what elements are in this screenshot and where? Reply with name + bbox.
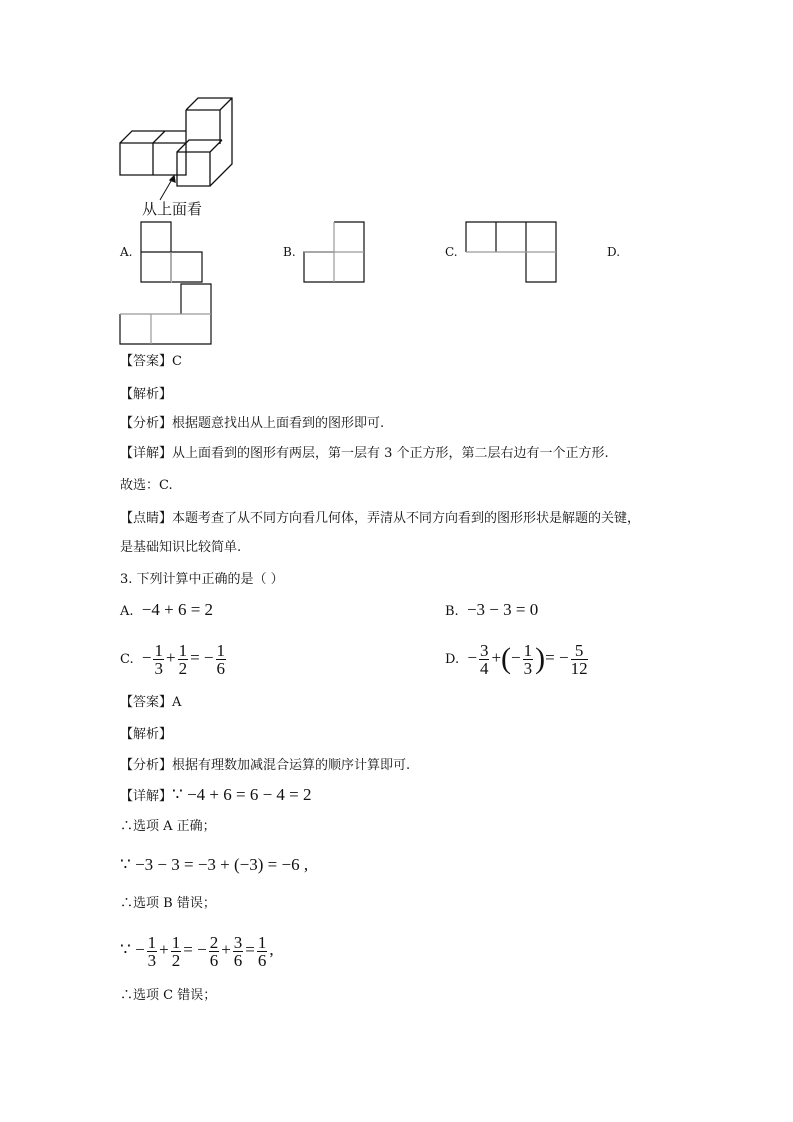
figure-caption: 从上面看 (142, 200, 203, 218)
q3-conclusion-c: ∴选项 C 错误； (120, 988, 217, 1003)
cube-figure-and-views (0, 0, 793, 400)
q3-conclusion-b: ∴选项 B 错误； (120, 896, 216, 911)
option-a-view (141, 222, 202, 282)
q3-a-label: A. (120, 604, 134, 619)
q3-b-expr: −3 − 3 = 0 (466, 600, 539, 619)
cube-solid-figure (120, 98, 232, 200)
q3-fenxi: 【分析】根据有理数加减混合运算的顺序计算即可. (120, 758, 411, 773)
q2-choice: 故选：C. (120, 478, 173, 493)
q3-answer: 【答案】A (120, 695, 182, 710)
option-c-label: C. (445, 245, 458, 259)
q2-xiangjie: 【详解】从上面看到的图形有两层，第一层有 3 个正方形，第二层右边有一个正方形. (120, 446, 609, 461)
q2-dianjing-2: 是基础知识比较简单. (120, 540, 242, 555)
q2-jiexi: 【解析】 (120, 387, 173, 402)
q3-step-b: ∵ −3 − 3 = −3 + (−3) = −6 , (120, 855, 309, 874)
option-b-view (304, 222, 364, 282)
q3-a-expr: −4 + 6 = 2 (141, 600, 214, 619)
q2-answer: 【答案】C (120, 354, 182, 369)
option-b-label: B. (283, 245, 296, 259)
q3-c-label: C. (120, 652, 134, 667)
q3-step-c: ∵ − $\frac{1}{3}$ + $\frac{1}{2}$ = − $\frac{2}{6}$ + $\frac{3}{6}$ = $\frac{1}{6}$ , (120, 932, 274, 970)
option-d-view (120, 284, 211, 344)
q3-b-label: B. (445, 604, 459, 619)
q2-fenxi: 【分析】根据题意找出从上面看到的图形即可. (120, 416, 385, 431)
q2-dianjing-1: 【点睛】本题考查了从不同方向看几何体，弄清从不同方向看到的图形形状是解题的关键， (120, 511, 641, 526)
q3-d-label: D. (445, 652, 460, 667)
q3-conclusion-a: ∴选项 A 正确； (120, 819, 216, 834)
q3-d-option: D. − $\frac{3}{4}$ +(− $\frac{1}{3}$ )= − $\frac{5}{12}$ (445, 640, 588, 678)
option-a-label: A. (120, 245, 133, 259)
q3-c-option: C. − $\frac{1}{3}$ + $\frac{1}{2}$ = − $\frac{1}{6}$ (120, 640, 226, 678)
q3-stem: 3. 下列计算中正确的是（ ） (120, 572, 284, 587)
q3-xiangjie-label: 【详解】 (120, 789, 173, 804)
option-c-view (466, 222, 556, 282)
option-d-label: D. (607, 245, 621, 259)
q3-xiangjie-expr: ∵ −4 + 6 = 6 − 4 = 2 (172, 785, 312, 804)
q3-jiexi: 【解析】 (120, 727, 173, 742)
